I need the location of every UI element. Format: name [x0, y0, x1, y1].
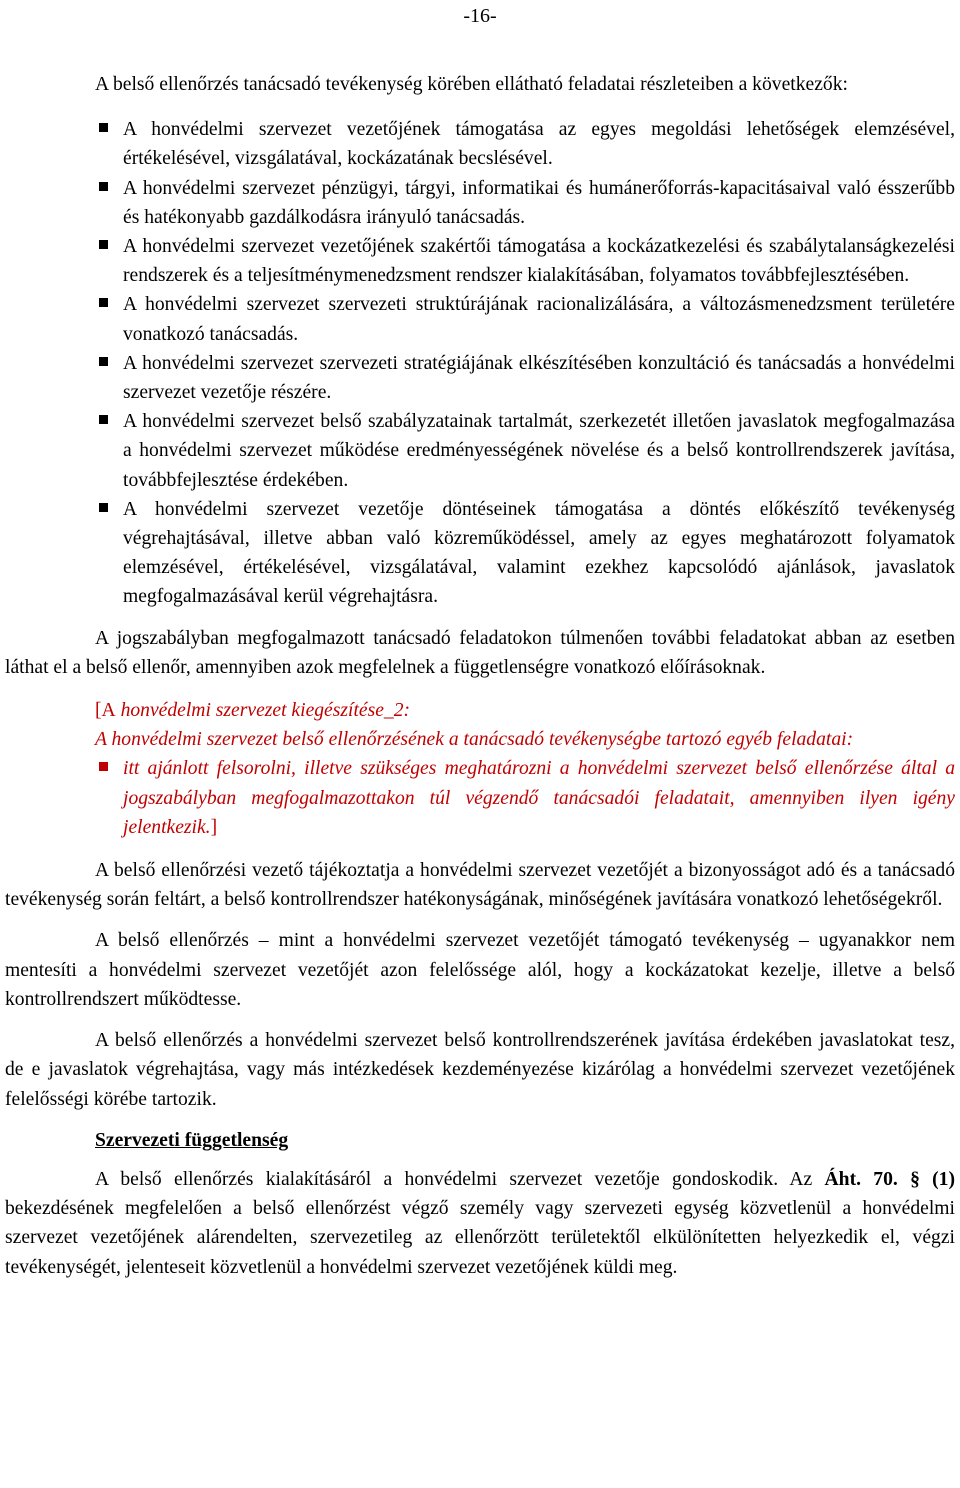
supplement-title: [A honvédelmi szervezet kiegészítése_2:	[95, 700, 411, 722]
advisory-tasks-list	[5, 115, 955, 611]
supplement-block	[5, 696, 955, 842]
improve-paragraph: A belső ellenőrzés a honvédelmi szervezet belső kontrollrendszerének javítása érdekében javaslatokat tesz, de e javaslatok végrehajtása, vagy más intézkedések kezdeményezése kizárólag a honvédelmi szervezet vezetőjének felelősségi körébe tartozik.	[5, 1030, 955, 1110]
list-item: A honvédelmi szervezet szervezeti stratégiájának elkészítésében konzultáció és tanácsadás a honvédelmi szervezet vezetője részére.	[5, 349, 955, 407]
page-number: -16-	[463, 5, 497, 27]
square-bullet-icon	[99, 123, 108, 132]
list-item: A honvédelmi szervezet vezetőjének szakértői támogatása a kockázatkezelési és szabálytalanságkezelési rendszerek és a teljesítménymenedzsment rendszer kialakításában, folyamatos továbbfejlesztésében.	[5, 232, 955, 290]
list-item: A honvédelmi szervezet vezetője döntéseinek támogatása a döntés előkészítő tevékenység végrehajtásával, illetve abban való közreműködéssel, amely az egyes meghatározott folyamatok elemzésével, értékelésével, vizsgálatával, valamint ezekhez kapcsolódó ajánlások, javaslatok megfogalmazásával kerül végrehajtásra.	[5, 495, 955, 612]
section-heading: Szervezeti függetlenség	[95, 1129, 289, 1151]
legal-paragraph: A jogszabályban megfogalmazott tanácsadó feladatokon túlmenően további feladatokat abban az esetben láthat el a belső ellenőr, amennyiben azok megfelelnek a függetlenségre vonatkozó előírásoknak.	[5, 627, 955, 678]
list-item: A honvédelmi szervezet belső szabályzatainak tartalmát, szerkezetét illetően javaslatok megfogalmazása a honvédelmi szervezet működése eredményességének növelése és a belső kontrollrendszerek javítása, továbbfejlesztése érdekében.	[5, 407, 955, 495]
supplement-list	[5, 754, 955, 842]
final-paragraph: A belső ellenőrzés kialakításáról a honvédelmi szervezet vezetője gondoskodik. Az Áht. 70. § (1) bekezdésének megfelelően a belső ellenőrzést végző személy vagy szervezeti egység közvetlenül a honvédelmi szervezet vezetőjének alárendelten, szervezetileg az ellenőrzött területektől elkülönítetten helyezkedik el, végzi tevékenységét, jelenteseit közvetlenül a honvédelmi szervezet vezetőjének küldi meg.	[5, 1168, 956, 1278]
document-body	[5, 70, 955, 1282]
inform-paragraph: A belső ellenőrzési vezető tájékoztatja a honvédelmi szervezet vezetőjét a bizonyosságot adó és a tanácsadó tevékenység során feltárt, a belső kontrollrendszer hatékonyságának, minőségének javítására vonatkozó lehetőségekről.	[5, 860, 955, 911]
square-bullet-icon	[99, 182, 108, 191]
support-paragraph: A belső ellenőrzés – mint a honvédelmi szervezet vezetőjét támogató tevékenység – ugyanakkor nem mentesíti a honvédelmi szervezet vezetőjét azon felelőssége alól, hogy a kockázatokat kezelje, illetve a belső kontrollrendszert működtesse.	[5, 930, 955, 1010]
list-item: A honvédelmi szervezet vezetőjének támogatása az egyes megoldási lehetőségek elemzésével, értékelésével, vizsgálatával, kockázatának becslésével.	[5, 115, 955, 173]
list-item: A honvédelmi szervezet pénzügyi, tárgyi, informatikai és humánerőforrás-kapacitásaival való ésszerűbb és hatékonyabb gazdálkodásra irányuló tanácsadás.	[5, 174, 955, 232]
list-item: A honvédelmi szervezet szervezeti struktúrájának racionalizálására, a változásmenedzsment területére vonatkozó tanácsadás.	[5, 290, 955, 348]
square-bullet-icon	[99, 762, 108, 771]
list-item: itt ajánlott felsorolni, illetve szükséges meghatározni a honvédelmi szervezet belső ellenőrzése által a jogszabályban megfogalmazottakon túl végzendő tanácsadói feladatait, amennyiben ilyen igény jelentkezik.]	[5, 754, 955, 842]
supplement-subtitle: A honvédelmi szervezet belső ellenőrzésének a tanácsadó tevékenységbe tartozó egyéb feladatai:	[95, 729, 854, 751]
square-bullet-icon	[99, 357, 108, 366]
square-bullet-icon	[99, 415, 108, 424]
intro-paragraph: A belső ellenőrzés tanácsadó tevékenység körében ellátható feladatai részleteiben a következők:	[95, 74, 848, 95]
square-bullet-icon	[99, 298, 108, 307]
law-reference: Áht. 70. § (1)	[824, 1168, 956, 1190]
square-bullet-icon	[99, 240, 108, 249]
square-bullet-icon	[99, 503, 108, 512]
